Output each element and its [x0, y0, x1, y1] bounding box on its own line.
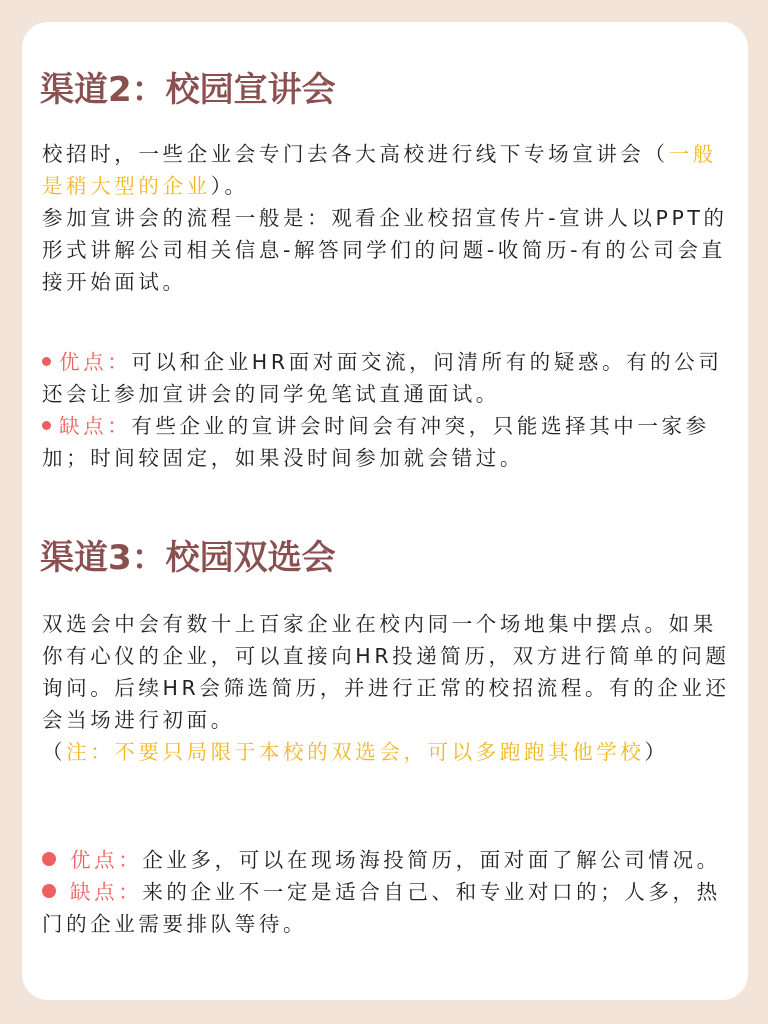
content-card	[22, 22, 748, 1000]
section2-intro	[42, 138, 734, 298]
section2-flow: 参加宣讲会的流程一般是：观看企业校招宣传片-宣讲人以PPT的形式讲解公司相关信息-解答同学们的问题-收简历-有的公司会直接开始面试。	[42, 206, 728, 294]
section2-pros-text: 可以和企业HR面对面交流，问清所有的疑惑。有的公司还会让参加宣讲会的同学免笔试直通面试。	[42, 350, 723, 406]
section3-cons-text: 来的企业不一定是适合自己、和专业对口的；人多，热门的企业需要排队等待。	[42, 880, 721, 936]
section2-pros-cons	[42, 346, 734, 474]
section3-pros-label: 优点：	[70, 848, 143, 872]
section3-note-open: （	[42, 740, 67, 764]
section2-pros-label: 优点：	[59, 350, 132, 374]
section3-cons-label: 缺点：	[70, 880, 143, 904]
bullet-dot-icon	[42, 884, 56, 898]
bullet-dot-icon	[42, 852, 56, 866]
section3-intro	[42, 608, 734, 768]
section2-intro-text: 校招时，一些企业会专门去各大高校进行线下专场宣讲会（	[42, 142, 669, 166]
section2-title: 渠道2：校园宣讲会	[40, 70, 336, 110]
section2-intro-end: ）。	[210, 174, 249, 198]
bullet-dot-icon	[42, 357, 51, 366]
section2-intro-highlight: 一般是稍大型的企业	[42, 142, 717, 198]
section3-title: 渠道3：校园双选会	[40, 538, 336, 578]
section2-cons-label: 缺点：	[59, 414, 132, 438]
section3-note-text: 注：不要只局限于本校的双选会，可以多跑跑其他学校	[66, 740, 645, 764]
bullet-dot-icon	[42, 421, 51, 430]
section2-cons-text: 有些企业的宣讲会时间会有冲突，只能选择其中一家参加；时间较固定，如果没时间参加就会错过。	[42, 414, 710, 470]
section3-pros-text: 企业多，可以在现场海投简历，面对面了解公司情况。	[142, 848, 721, 872]
section3-intro-text: 双选会中会有数十上百家企业在校内同一个场地集中摆点。如果你有心仪的企业，可以直接向HR投递简历，双方进行简单的问题询问。后续HR会筛选简历，并进行正常的校招流程。有的企业还会当场进行初面。	[42, 612, 730, 732]
section3-note-close: ）	[644, 740, 669, 764]
section3-pros-cons	[42, 844, 734, 940]
